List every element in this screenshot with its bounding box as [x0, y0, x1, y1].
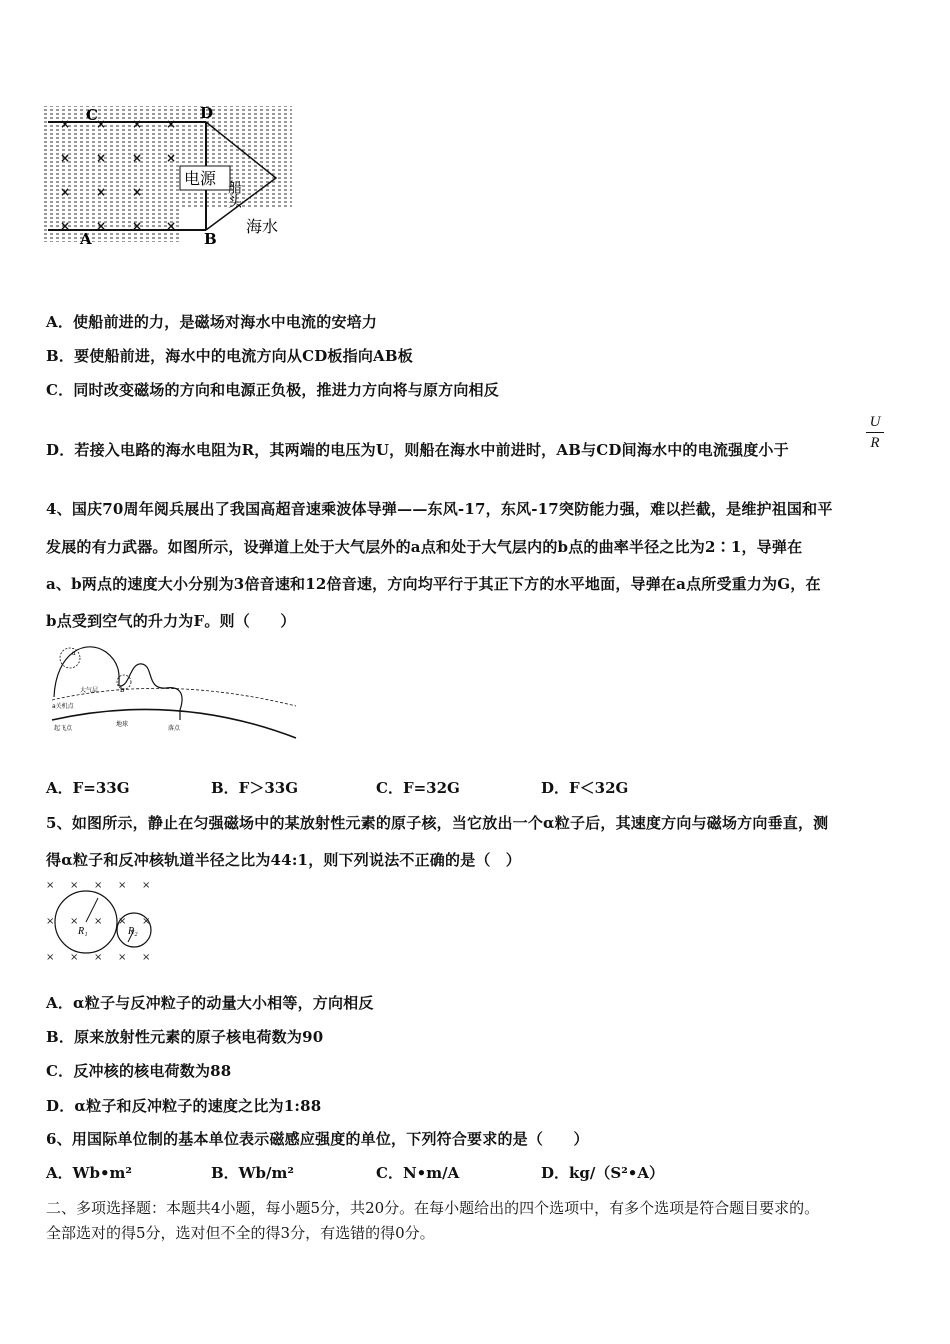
- q4-line-3: a、b两点的速度大小分别为3倍音速和12倍音速，方向均平行于其正下方的水平地面，导弹在a点所受重力为G，在: [46, 575, 821, 593]
- q5-option-c: C．反冲核的核电荷数为88: [46, 1062, 232, 1080]
- svg-text:×: ×: [46, 916, 55, 927]
- svg-text:×: ×: [166, 219, 177, 233]
- svg-text:×: ×: [96, 185, 107, 199]
- earth-label: 地球: [116, 721, 129, 728]
- svg-text:×: ×: [166, 117, 177, 131]
- label-r2: R₂: [128, 926, 138, 937]
- missile-trajectory-diagram: [46, 642, 298, 742]
- power-label: 电源: [184, 169, 217, 188]
- q5-line-1: 5、如图所示，静止在匀强磁场中的某放射性元素的原子核，当它放出一个α粒子后，其速度方向与磁场方向垂直，测: [46, 814, 829, 832]
- bow-label: 船头: [226, 180, 242, 208]
- q6-line-1: 6、用国际单位制的基本单位表示磁感应强度的单位，下列符合要求的是（ ）: [46, 1130, 589, 1148]
- q6-option-b: B．Wb/m²: [211, 1164, 294, 1182]
- fraction-u-over-r: [866, 414, 884, 452]
- q6-option-d: D．kg/（S²•A）: [541, 1164, 664, 1182]
- svg-text:×: ×: [142, 916, 151, 927]
- ship-diagram: [44, 104, 294, 246]
- sea-label: 海水: [246, 217, 279, 236]
- svg-text:×: ×: [94, 916, 103, 927]
- fraction-numerator: U: [866, 414, 884, 433]
- svg-text:×: ×: [96, 219, 107, 233]
- q3-option-b: B．要使船前进，海水中的电流方向从CD板指向AB板: [46, 347, 413, 365]
- label-c: C: [86, 106, 98, 124]
- q4-option-b: B．F＞33G: [211, 779, 299, 797]
- svg-text:×: ×: [96, 117, 107, 131]
- label-b: B: [204, 230, 217, 246]
- label-a-point: a: [72, 650, 76, 657]
- q4-option-a: A．F=33G: [46, 779, 130, 797]
- svg-text:×: ×: [60, 185, 71, 199]
- svg-text:×: ×: [60, 151, 71, 165]
- label-d: D: [200, 104, 214, 122]
- svg-text:×: ×: [60, 219, 71, 233]
- q5-option-d: D．α粒子和反冲粒子的速度之比为1:88: [46, 1097, 322, 1115]
- section2-line-1: 二、多项选择题：本题共4小题，每小题5分，共20分。在每小题给出的四个选项中，有多个选项是符合题目要求的。: [46, 1199, 820, 1217]
- section2-line-2: 全部选对的得5分，选对但不全的得3分，有选错的得0分。: [46, 1224, 435, 1242]
- svg-text:×: ×: [94, 880, 103, 891]
- svg-text:×: ×: [70, 916, 79, 927]
- svg-text:×: ×: [118, 952, 127, 963]
- svg-text:×: ×: [132, 185, 143, 199]
- svg-text:×: ×: [132, 117, 143, 131]
- svg-text:×: ×: [70, 880, 79, 891]
- svg-text:×: ×: [142, 952, 151, 963]
- svg-text:×: ×: [132, 151, 143, 165]
- svg-text:×: ×: [46, 880, 55, 891]
- svg-text:×: ×: [60, 117, 71, 131]
- svg-text:×: ×: [70, 952, 79, 963]
- q4-option-d: D．F＜32G: [541, 779, 629, 797]
- q4-line-4: b点受到空气的升力为F。则（ ）: [46, 612, 296, 630]
- svg-text:×: ×: [142, 880, 151, 891]
- q3-option-c: C．同时改变磁场的方向和电源正负极，推进力方向将与原方向相反: [46, 381, 499, 399]
- q5-option-b: B．原来放射性元素的原子核电荷数为90: [46, 1028, 324, 1046]
- q5-option-a: A．α粒子与反冲粒子的动量大小相等，方向相反: [46, 994, 374, 1012]
- shutoff-label: a关机点: [52, 703, 74, 710]
- svg-text:×: ×: [94, 952, 103, 963]
- q4-line-1: 4、国庆70周年阅兵展出了我国高超音速乘波体导弹——东风-17，东风-17突防能力强，难以拦截，是维护祖国和平: [46, 500, 833, 518]
- label-r1: R₁: [78, 926, 88, 937]
- label-b-point: b: [120, 686, 125, 694]
- q3-option-a: A．使船前进的力，是磁场对海水中电流的安培力: [46, 313, 378, 331]
- svg-text:×: ×: [96, 151, 107, 165]
- atmosphere-label: 大气层: [80, 687, 99, 694]
- svg-text:×: ×: [132, 219, 143, 233]
- q4-line-2: 发展的有力武器。如图所示，设弹道上处于大气层外的a点和处于大气层内的b点的曲率半径之比为2∶1，导弹在: [46, 538, 803, 556]
- q6-option-a: A．Wb•m²: [46, 1164, 133, 1182]
- svg-text:×: ×: [118, 880, 127, 891]
- launch-label: 起飞点: [54, 725, 73, 732]
- target-label: 落点: [168, 725, 181, 732]
- svg-text:×: ×: [166, 151, 177, 165]
- svg-text:×: ×: [118, 916, 127, 927]
- fraction-denominator: R: [870, 435, 880, 451]
- q4-option-c: C．F=32G: [376, 779, 460, 797]
- q6-option-c: C．N•m/A: [376, 1164, 460, 1182]
- label-a: A: [80, 230, 92, 246]
- svg-text:×: ×: [46, 952, 55, 963]
- magnetic-field-orbits-diagram: [44, 876, 158, 966]
- q5-line-2: 得α粒子和反冲核轨道半径之比为44:1，则下列说法不正确的是（ ）: [46, 851, 521, 869]
- q3-option-d: D．若接入电路的海水电阻为R，其两端的电压为U，则船在海水中前进时，AB与CD间海水中的电流强度小于: [46, 441, 789, 459]
